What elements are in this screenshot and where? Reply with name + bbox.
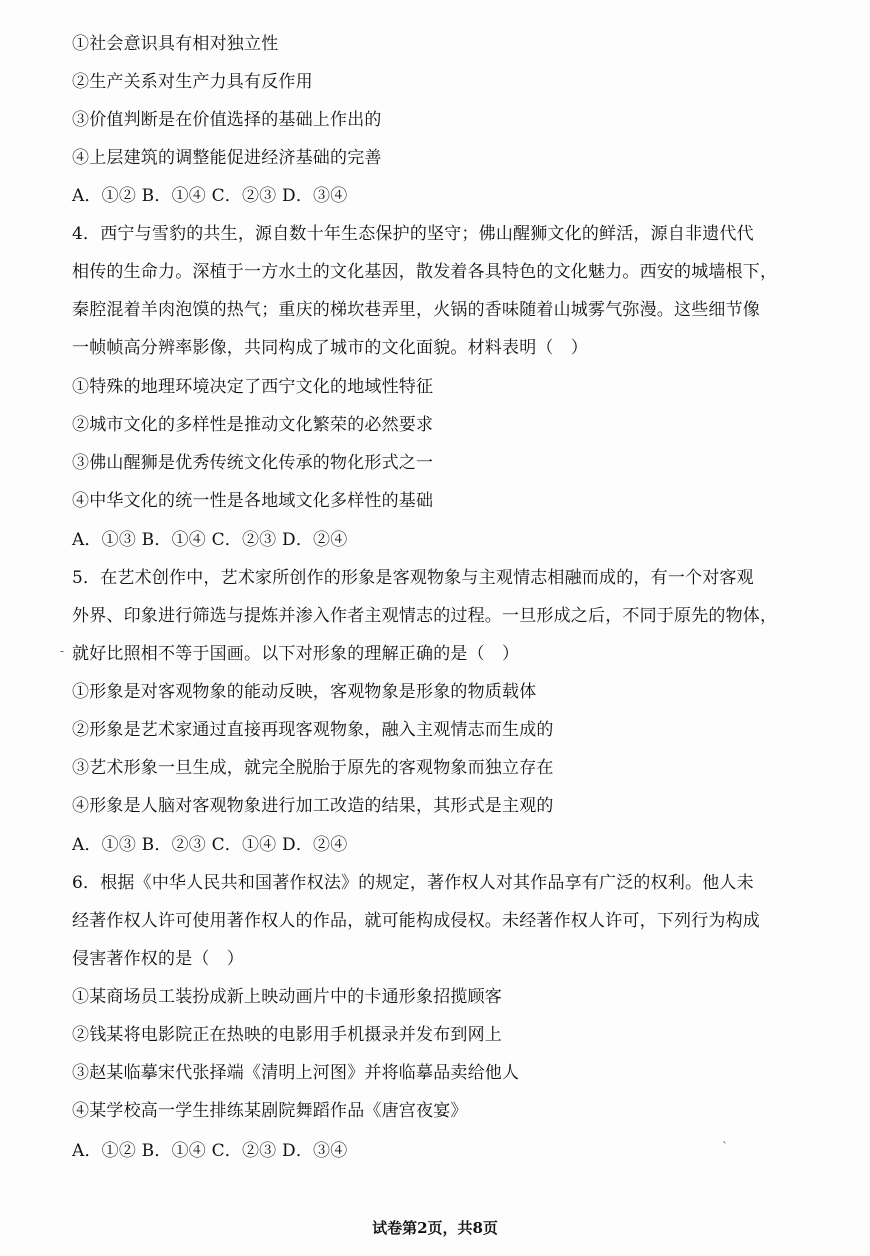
q6-option-2: ②钱某将电影院正在热映的电影用手机摄录并发布到网上 — [72, 1025, 502, 1045]
scan-speck: ˋ — [722, 1140, 728, 1154]
q6-stem-line-1: 6．根据《中华人民共和国著作权法》的规定，著作权人对其作品享有广泛的权利。他人未 — [72, 873, 754, 893]
scan-speck: ‐ — [60, 644, 65, 658]
q5-option-1: ①形象是对客观物象的能动反映，客观物象是形象的物质载体 — [72, 682, 537, 702]
q5-stem-line-3: 就好比照相不等于国画。以下对形象的理解正确的是（ ） — [72, 644, 520, 664]
q6-answer-choices: A．①② B．①④ C．②③ D．③④ — [72, 1141, 348, 1161]
q4-stem-line-3: 秦腔混着羊肉泡馍的热气；重庆的梯坎巷弄里，火锅的香味随着山城雾气弥漫。这些细节像 — [72, 300, 760, 320]
q3-option-1: ①社会意识具有相对独立性 — [72, 34, 279, 54]
q6-option-3: ③赵某临摹宋代张择端《清明上河图》并将临摹品卖给他人 — [72, 1063, 520, 1083]
q4-stem-line-2: 相传的生命力。深植于一方水土的文化基因，散发着各具特色的文化魅力。西安的城墙根下， — [72, 262, 778, 282]
q6-option-1: ①某商场员工装扮成新上映动画片中的卡通形象招揽顾客 — [72, 987, 502, 1007]
q3-option-4: ④上层建筑的调整能促进经济基础的完善 — [72, 148, 382, 168]
q4-stem-line-4: 一帧帧高分辨率影像，共同构成了城市的文化面貌。材料表明（ ） — [72, 338, 588, 358]
q3-answer-choices: A．①② B．①④ C．②③ D．③④ — [72, 186, 348, 206]
q3-option-3: ③价值判断是在价值选择的基础上作出的 — [72, 110, 382, 130]
q4-option-2: ②城市文化的多样性是推动文化繁荣的必然要求 — [72, 415, 434, 435]
q4-option-1: ①特殊的地理环境决定了西宁文化的地域性特征 — [72, 377, 434, 397]
q5-option-2: ②形象是艺术家通过直接再现客观物象，融入主观情志而生成的 — [72, 720, 554, 740]
q4-option-4: ④中华文化的统一性是各地域文化多样性的基础 — [72, 491, 434, 511]
page-footer: 试卷第2页，共8页 — [372, 1219, 498, 1237]
q6-stem-line-3: 侵害著作权的是（ ） — [72, 949, 244, 969]
q5-stem-line-1: 5．在艺术创作中，艺术家所创作的形象是客观物象与主观情志相融而成的，有一个对客观 — [72, 568, 754, 588]
q5-option-3: ③艺术形象一旦生成，就完全脱胎于原先的客观物象而独立存在 — [72, 758, 554, 778]
q4-answer-choices: A．①③ B．①④ C．②③ D．②④ — [72, 530, 348, 550]
q4-stem-line-1: 4．西宁与雪豹的共生，源自数十年生态保护的坚守；佛山醒狮文化的鲜活，源自非遗代代 — [72, 224, 754, 244]
q6-option-4: ④某学校高一学生排练某剧院舞蹈作品《唐宫夜宴》 — [72, 1101, 468, 1121]
q4-option-3: ③佛山醒狮是优秀传统文化传承的物化形式之一 — [72, 453, 434, 473]
q5-option-4: ④形象是人脑对客观物象进行加工改造的结果，其形式是主观的 — [72, 796, 554, 816]
q5-stem-line-2: 外界、印象进行筛选与提炼并渗入作者主观情志的过程。一旦形成之后，不同于原先的物体， — [72, 606, 778, 626]
q6-stem-line-2: 经著作权人许可使用著作权人的作品，就可能构成侵权。未经著作权人许可，下列行为构成 — [72, 911, 760, 931]
q3-option-2: ②生产关系对生产力具有反作用 — [72, 72, 313, 92]
q5-answer-choices: A．①③ B．②③ C．①④ D．②④ — [72, 835, 348, 855]
